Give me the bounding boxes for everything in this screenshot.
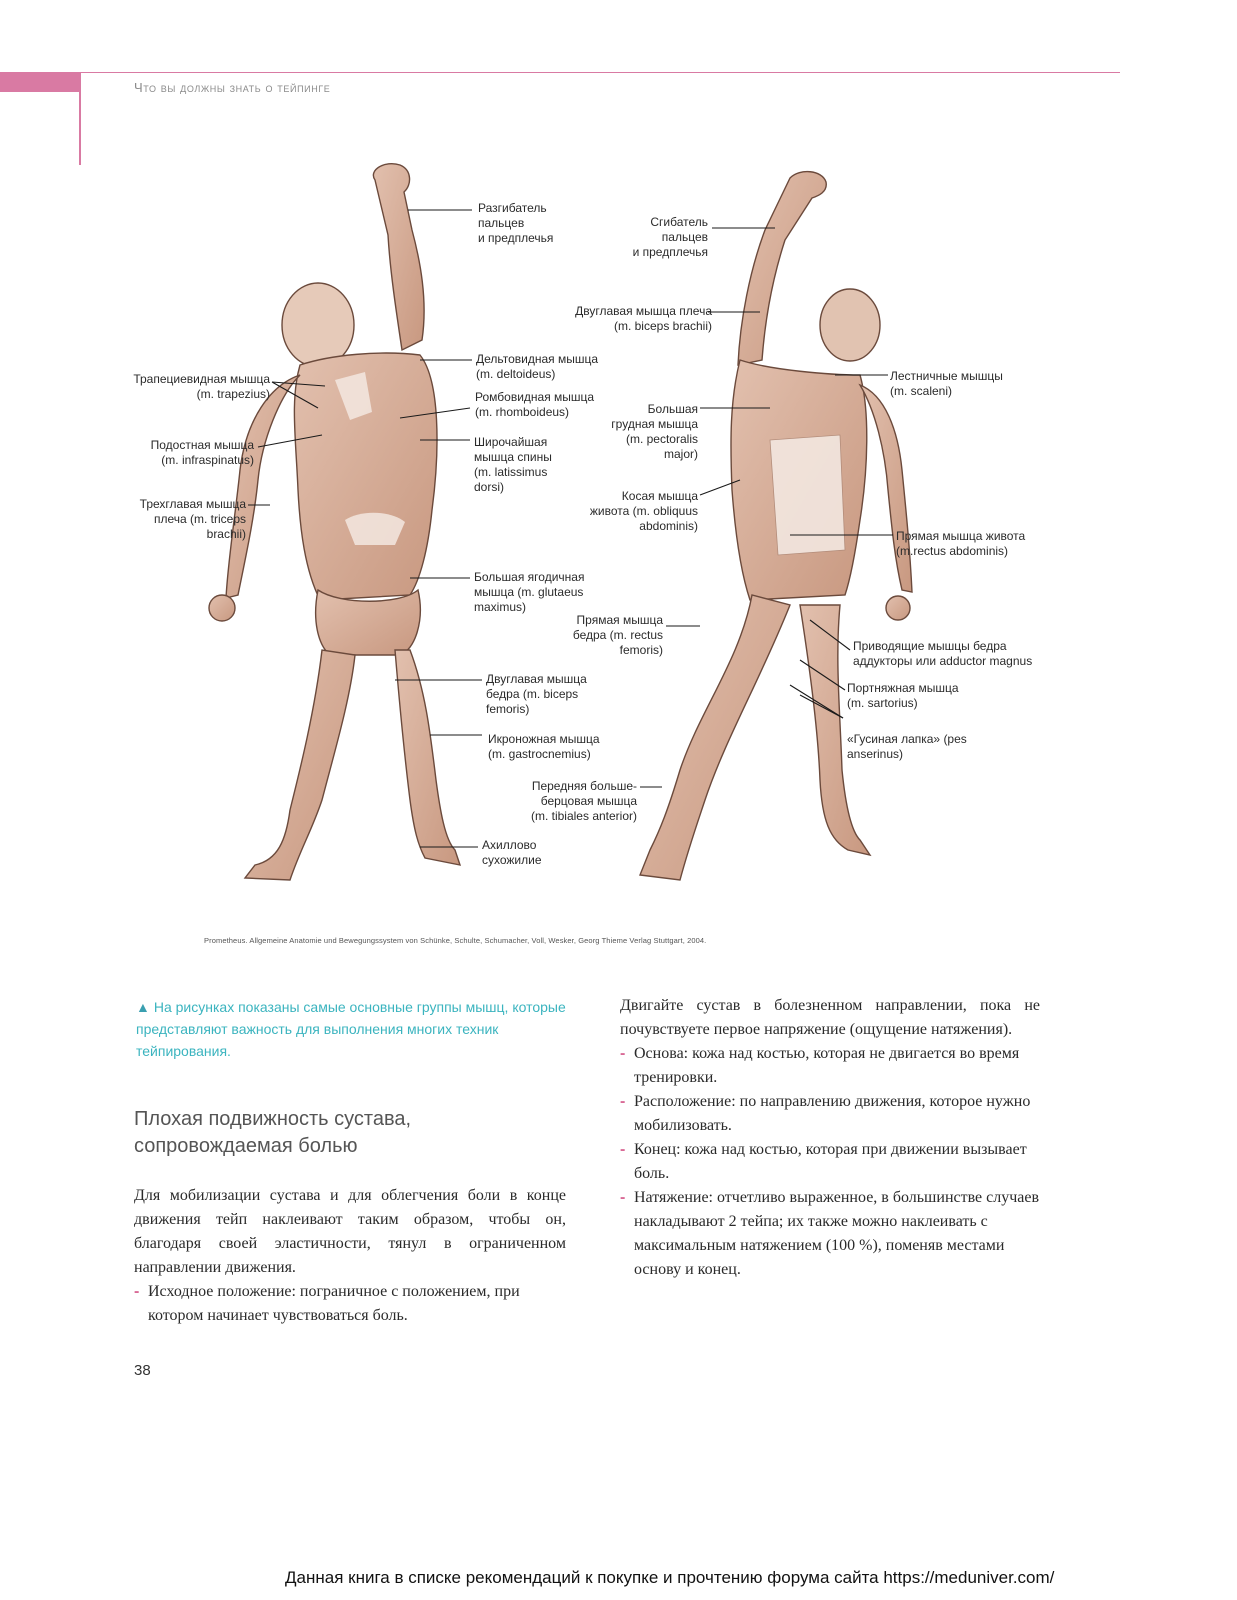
list-item	[620, 1042, 1040, 1090]
triangle-icon: ▲	[136, 999, 150, 1015]
paragraph-continuation: Двигайте сустав в болезненном направлении, пока не почувствуете первое напряжение (ощущение натяжения).	[620, 997, 1040, 1038]
paragraph-intro: Для мобилизации сустава и для облегчения боли в конце движения тейп наклеивают таким образом, чтобы он, благодаря своей эластичности, тянул в ограниченном направлении движения.	[134, 1187, 566, 1276]
label-pectoralis: Большая грудная мышца (m. pectoralis major)	[611, 402, 698, 461]
footer-notice: Данная книга в списке рекомендаций к покупке и прочтению форума сайта https://meduniver.com/	[285, 1568, 1055, 1587]
dash-icon: ‑	[620, 1045, 626, 1062]
list-item-text: Расположение: по направлению движения, которое нужно мобилизовать.	[634, 1093, 1031, 1134]
chapter-tab	[0, 72, 80, 92]
dash-icon: ‑	[620, 1141, 626, 1158]
dash-icon: ‑	[134, 1283, 140, 1300]
list-item-text: Конец: кожа над костью, которая при движении вызывает боль.	[634, 1141, 1027, 1182]
column-left	[134, 1184, 566, 1328]
label-adductors: Приводящие мышцы бедра аддукторы или adductor magnus	[853, 639, 1033, 668]
label-obliquus: Косая мышца живота (m. obliquus abdominis)	[589, 489, 698, 533]
list-item-text: Исходное положение: пограничное с положением, при котором начинает чувствоваться боль.	[148, 1283, 520, 1324]
label-sartorius: Портняжная мышца (m. sartorius)	[847, 681, 959, 710]
label-infraspinatus: Подостная мышца (m. infraspinatus)	[150, 438, 254, 467]
label-extensor: Разгибатель пальцев и предплечья	[478, 201, 554, 245]
dash-icon: ‑	[620, 1093, 626, 1110]
label-triceps: Трехглавая мышца плеча (m. triceps brachii)	[139, 497, 246, 541]
label-tibialis: Передняя больше- берцовая мышца (m. tibiales anterior)	[530, 779, 637, 823]
list-item	[620, 1090, 1040, 1138]
caption-text: На рисунках показаны самые основные группы мышц, которые представляют важность для выполнения многих техник тейпирования.	[136, 999, 566, 1059]
front-abdominal-sheath	[770, 435, 845, 555]
label-deltoid: Дельтовидная мышца (m. deltoideus)	[476, 352, 599, 381]
page-number: 38	[134, 1362, 151, 1379]
label-gluteus: Большая ягодичная мышца (m. glutaeus maximus)	[474, 570, 585, 614]
figure-credit: Prometheus. Allgemeine Anatomie und Bewegungssystem von Schünke, Schulte, Schumacher, Voll, Wesker, Georg Thieme Verlag Stuttgart, 2004.	[204, 936, 707, 945]
list-item	[134, 1280, 566, 1328]
running-title: Что вы должны знать о тейпинге	[134, 80, 331, 95]
label-achilles: Ахиллово сухожилие	[482, 838, 542, 867]
label-scaleni: Лестничные мышцы (m. scaleni)	[890, 369, 1003, 398]
label-flexor: Сгибатель пальцев и предплечья	[632, 215, 708, 259]
header-rule	[80, 72, 1120, 73]
label-biceps-brachii: Двуглавая мышца плеча (m. biceps brachii)	[575, 304, 712, 333]
anatomy-figure	[0, 150, 1237, 910]
list-item-text: Основа: кожа над костью, которая не двигается во время тренировки.	[634, 1045, 1020, 1086]
list-item	[620, 1186, 1040, 1282]
dash-icon: ‑	[620, 1189, 626, 1206]
label-gastrocnemius: Икроножная мышца (m. gastrocnemius)	[488, 732, 600, 761]
column-right	[620, 994, 1040, 1282]
section-heading: Плохая подвижность сустава, сопровождаемая болью	[134, 1108, 412, 1157]
label-trapezius: Трапециевидная мышца (m. trapezius)	[133, 372, 270, 401]
label-rectus-abdominis: Прямая мышца живота (m.rectus abdominis)	[896, 529, 1026, 558]
list-item	[620, 1138, 1040, 1186]
label-latissimus: Широчайшая мышца спины (m. latissimus dorsi)	[474, 435, 552, 494]
label-rhomboid: Ромбовидная мышца (m. rhomboideus)	[475, 390, 595, 419]
label-rectus-femoris: Прямая мышца бедра (m. rectus femoris)	[572, 613, 663, 657]
label-biceps-femoris: Двуглавая мышца бедра (m. biceps femoris)	[486, 672, 587, 716]
figure-caption	[136, 996, 566, 1062]
back-figure	[209, 164, 460, 880]
label-pes-anserinus: «Гусиная лапка» (pes anserinus)	[847, 732, 967, 761]
list-item-text: Натяжение: отчетливо выраженное, в большинстве случаев накладывают 2 тейпа; их также можно наклеивать с максимальным натяжением (100 %), поменяв местами основу и конец.	[634, 1189, 1040, 1278]
